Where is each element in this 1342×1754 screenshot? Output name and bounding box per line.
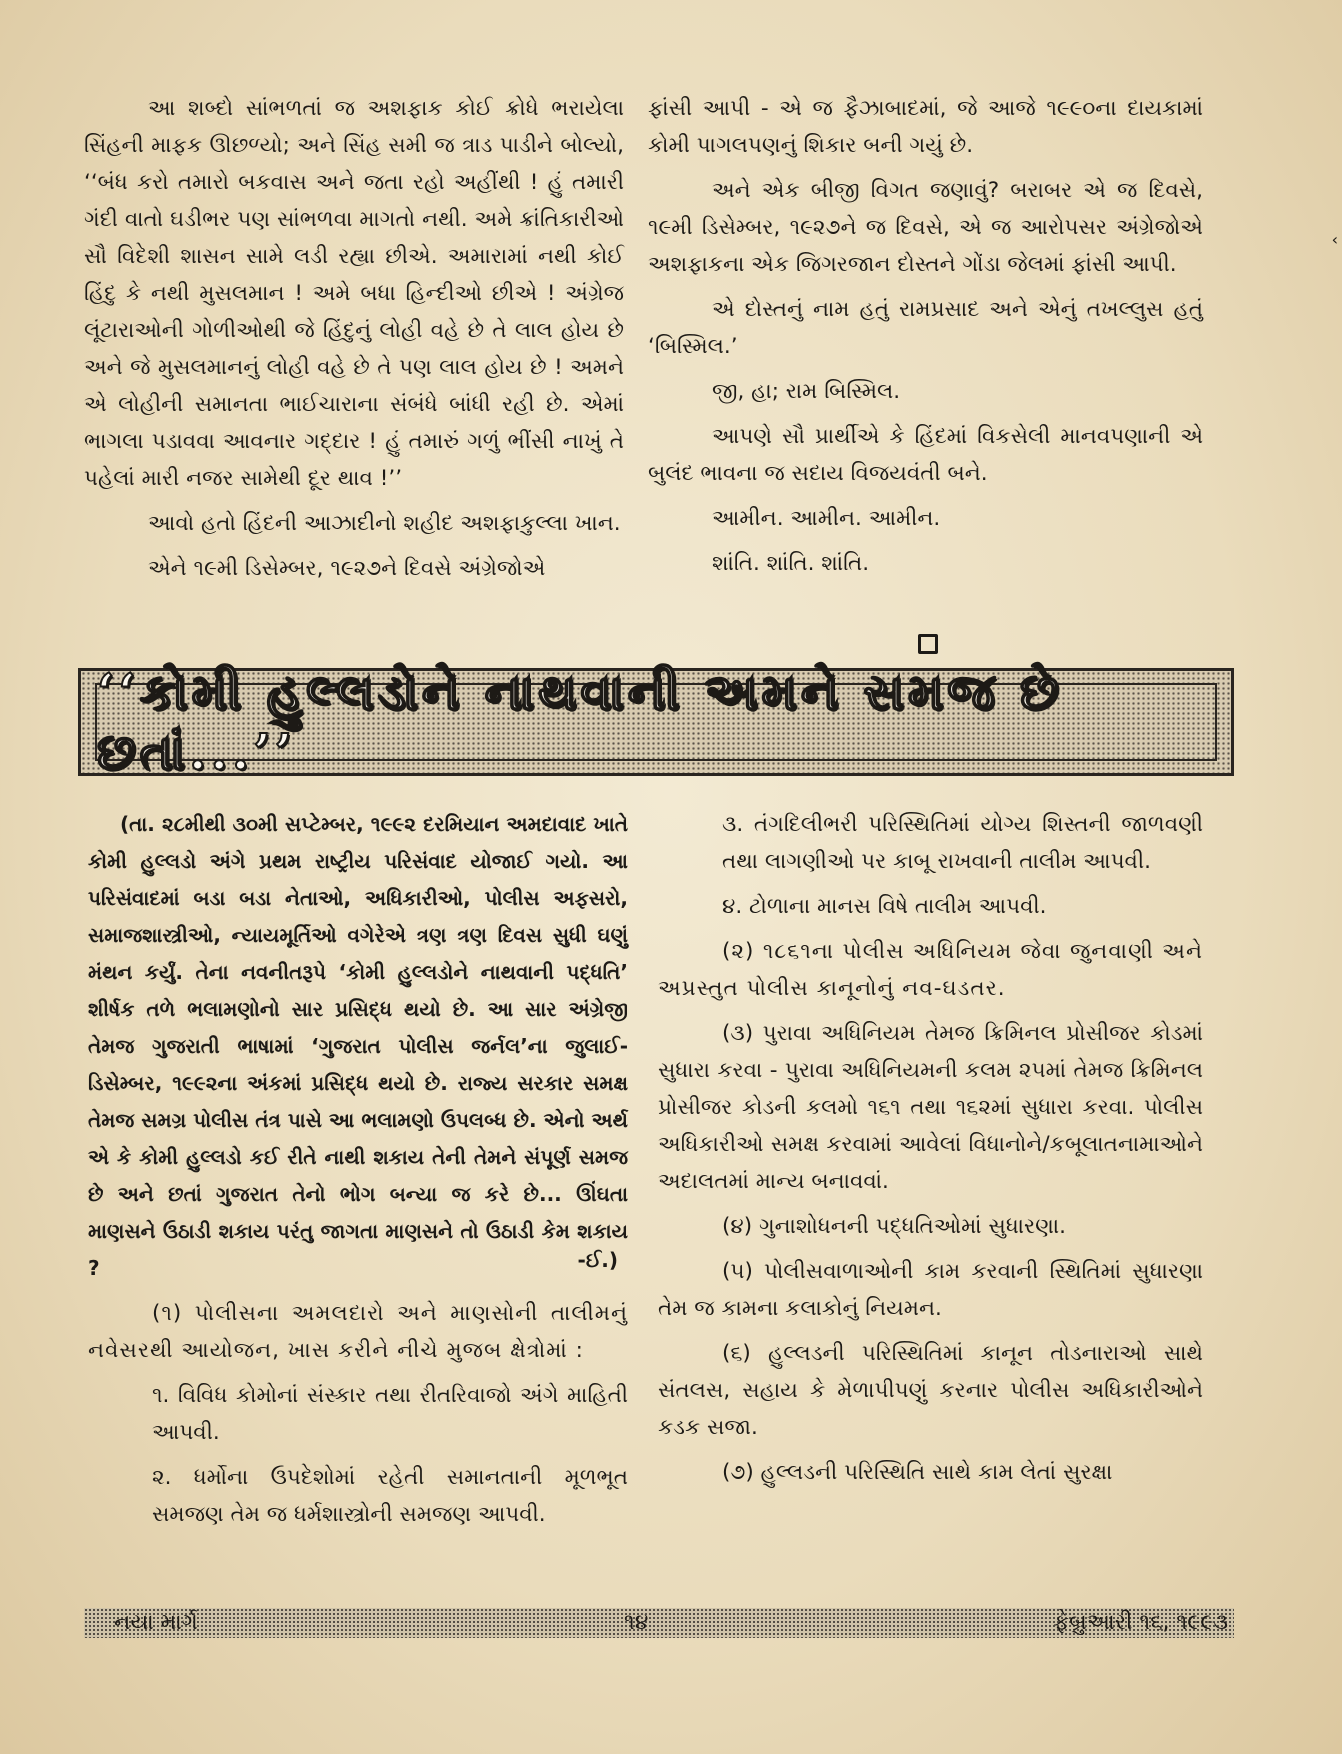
paragraph: આપણે સૌ પ્રાર્થીએ કે હિંદમાં વિકસેલી માનવપણાની એ બુલંદ ભાવના જ સદાય વિજયવંતી બને. — [648, 424, 1203, 486]
headline-frame — [95, 662, 1217, 781]
list-item: (૨) ૧૮૬૧ના પોલીસ અધિનિયમ જેવા જુનવાણી અને અપ્રસ્તુત પોલીસ કાનૂનોનું નવ-ઘડતર. — [658, 939, 1203, 1001]
page-number: ૧૪ — [624, 1610, 649, 1635]
intro-block — [88, 806, 628, 1287]
top-right-column — [648, 90, 1203, 590]
list-item: ૩. તંગદિલીભરી પરિસ્થિતિમાં યોગ્ય શિસ્તની જાળવણી તથા લાગણીઓ પર કાબૂ રાખવાની તાલીમ આપવી. — [722, 812, 1203, 874]
magazine-name: નયા માર્ગ — [114, 1610, 198, 1635]
intro-paragraph — [88, 806, 628, 1287]
paragraph: એ દોસ્તનું નામ હતું રામપ્રસાદ અને એનું તખલ્લુસ હતું ‘બિસ્મિલ.’ — [648, 297, 1203, 359]
intro-text: (તા. ૨૮મીથી ૩૦મી સપ્ટેમ્બર, ૧૯૯૨ દરમિયાન અમદાવાદ ખાતે કોમી હુલ્લડો અંગે પ્રથમ રાષ્ટ્રીય પરિસંવાદ યોજાઈ ગયો. આ પરિસંવાદમાં બડા બડા નેતાઓ, અધિકારીઓ, પોલીસ અફસરો, સમાજશાસ્ત્રીઓ, ન્યાયમૂર્તિઓ વગેરેએ ત્રણ ત્રણ દિવસ સુધી ઘણું મંથન કર્યું. તેના નવનીતરૂપે ‘કોમી હુલ્લડોને નાથવાની પદ્ધતિ’ શીર્ષક તળે ભલામણોનો સાર પ્રસિદ્ધ થયો છે. આ સાર અંગ્રેજી તેમજ ગુજરાતી ભાષામાં ‘ગુજરાત પોલીસ જર્નલ’ના જુલાઈ-ડિસેમ્બર, ૧૯૯૨ના અંકમાં પ્રસિદ્ધ થયો છે. રાજ્ય સરકાર સમક્ષ તેમજ સમગ્ર પોલીસ તંત્ર પાસે આ ભલામણો ઉપલબ્ધ છે. એનો અર્થ એ કે કોમી હુલ્લડો કઈ રીતે નાથી શકાય તેની તેમને સંપૂર્ણ સમજ છે અને છતાં ગુજરાત તેનો ભોગ બન્યા જ કરે છે... ઊંઘતા માણસને ઉઠાડી શકાય પરંતુ જાગતા માણસને તો ઉઠાડી કેમ શકાય ? — [88, 812, 628, 1280]
list-item: ૨. ધર્મોના ઉપદેશોમાં રહેતી સમાનતાની મૂળભૂત સમજણ તેમ જ ધર્મશાસ્ત્રોની સમજણ આપવી. — [152, 1465, 628, 1527]
list-item: (૩) પુરાવા અધિનિયમ તેમજ ક્રિમિનલ પ્રોસીજર કોડમાં સુધારા કરવા - પુરાવા અધિનિયમની કલમ ૨૫માં તેમજ ક્રિમિનલ પ્રોસીજર કોડની કલમો ૧૬૧ તથા ૧૬૨માં સુધારા કરવા. પોલીસ અધિકારીઓ સમક્ષ કરવામાં આવેલાં વિધાનોને/કબૂલાતનામાઓને અદાલતમાં માન્ય બનાવવાં. — [658, 1021, 1203, 1194]
paragraph: ફાંસી આપી - એ જ ફૈઝાબાદમાં, જે આજે ૧૯૯૦ના દાયકામાં કોમી પાગલપણનું શિકાર બની ગયું છે. — [648, 96, 1203, 158]
paragraph: આવો હતો હિંદની આઝાદીનો શહીદ અશફાકુલ્લા ખાન. — [148, 511, 621, 536]
article-right-column — [658, 806, 1203, 1499]
list-item: (૬) હુલ્લડની પરિસ્થિતિમાં કાનૂન તોડનારાઓ સાથે સંતલસ, સહાય કે મેળાપીપણું કરનાર પોલીસ અધિકારીઓને કડક સજા. — [658, 1341, 1203, 1440]
article-end-square-icon — [918, 634, 938, 654]
list-item: (૧) પોલીસના અમલદારો અને માણસોની તાલીમનું નવેસરથી આયોજન, ખાસ કરીને નીચે મુજબ ક્ષેત્રોમાં : — [88, 1301, 628, 1363]
issue-date: ફેબ્રુઆરી ૧૬, ૧૯૯૩ — [1053, 1610, 1228, 1635]
article-left-column — [88, 806, 628, 1541]
paragraph: જી, હા; રામ બિસ્મિલ. — [712, 379, 901, 404]
paragraph: અને એક બીજી વિગત જણાવું? બરાબર એ જ દિવસે, ૧૯મી ડિસેમ્બર, ૧૯૨૭ને જ દિવસે, એ જ આરોપસર અંગ્રેજોએ અશફાકના એક જિગરજાન દોસ્તને ગોંડા જેલમાં ફાંસી આપી. — [648, 178, 1203, 277]
paragraph: આમીન. આમીન. આમીન. — [712, 506, 941, 531]
paragraph: એને ૧૯મી ડિસેમ્બર, ૧૯૨૭ને દિવસે અંગ્રેજોએ — [148, 556, 546, 581]
list-item: (૫) પોલીસવાળાઓની કામ કરવાની સ્થિતિમાં સુધારણા તેમ જ કામના કલાકોનું નિયમન. — [658, 1259, 1203, 1321]
margin-mark: ‹ — [1331, 230, 1338, 249]
intro-signature: -ઈ.) — [577, 1248, 618, 1272]
paragraph: શાંતિ. શાંતિ. શાંતિ. — [712, 551, 870, 576]
list-item: ૪. ટોળાના માનસ વિષે તાલીમ આપવી. — [722, 894, 1047, 919]
headline-box — [78, 662, 1234, 781]
top-left-column — [84, 90, 624, 595]
page-footer — [84, 1608, 1234, 1638]
article-headline: ‘‘કોમી હુલ્લડોને નાથવાની અમને સમજ છે છતાં...’’ — [97, 662, 1063, 781]
list-item: ૧. વિવિધ કોમોનાં સંસ્કાર તથા રીતરિવાજો અંગે માહિતી આપવી. — [152, 1383, 628, 1445]
list-item: (૪) ગુનાશોધનની પદ્ધતિઓમાં સુધારણા. — [722, 1214, 1066, 1239]
paragraph: આ શબ્દો સાંભળતાં જ અશફાક કોઈ ક્રોધે ભરાયેલા સિંહની માફક ઊછળ્યો; અને સિંહ સમી જ ત્રાડ પાડીને બોલ્યો, ‘‘બંધ કરો તમારો બકવાસ અને જતા રહો અહીંથી ! હું તમારી ગંદી વાતો ઘડીભર પણ સાંભળવા માગતો નથી. અમે ક્રાંતિકારીઓ સૌ વિદેશી શાસન સામે લડી રહ્યા છીએ. અમારામાં નથી કોઈ હિંદુ કે નથી મુસલમાન ! અમે બધા હિન્દીઓ છીએ ! અંગ્રેજ લૂંટારાઓની ગોળીઓથી જે હિંદુનું લોહી વહે છે તે લાલ હોય છે અને જે મુસલમાનનું લોહી વહે છે તે પણ લાલ હોય છે ! અમને એ લોહીની સમાનતા ભાઈચારાના સંબંધે બાંધી રહી છે. એમાં ભાગલા પડાવવા આવનાર ગદ્દાર ! હું તમારું ગળું ભીંસી નાખું તે પહેલાં મારી નજર સામેથી દૂર થાવ !’’ — [84, 96, 624, 491]
list-item: (૭) હુલ્લડની પરિસ્થિતિ સાથે કામ લેતાં સુરક્ષા — [722, 1460, 1113, 1485]
